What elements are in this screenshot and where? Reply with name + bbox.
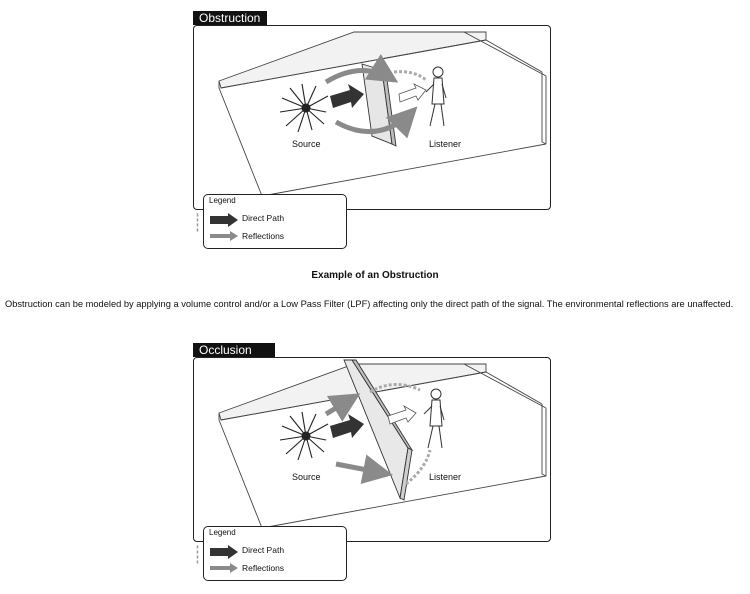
legend-title: Legend — [209, 528, 236, 537]
room-illustration — [193, 357, 551, 542]
room-drawing — [194, 358, 550, 541]
listener-label: Listener — [429, 472, 462, 482]
legend-label: Direct Path — [242, 213, 285, 223]
reflection-arrow-icon — [210, 231, 240, 241]
figure-id-mark: ▮▮▮▮ — [195, 544, 200, 564]
direct-path-arrow-icon — [210, 213, 240, 227]
legend — [203, 526, 347, 581]
listener-figure — [426, 67, 446, 126]
listener-label: Listener — [429, 139, 462, 149]
room-illustration — [193, 25, 551, 210]
listener-figure — [424, 389, 444, 448]
sound-source-burst — [280, 84, 328, 132]
description-paragraph: Obstruction can be modeled by applying a volume control and/or a Low Pass Filter (LPF) affecting only the direct path of the signal. The environmental reflections are unaffected. — [5, 299, 734, 309]
legend-label: Direct Path — [242, 545, 285, 555]
legend — [203, 194, 347, 249]
source-label: Source — [292, 472, 321, 482]
sound-source-burst — [280, 412, 328, 460]
room-drawing — [194, 26, 550, 209]
figure-tab: Occlusion — [193, 343, 275, 357]
legend-label: Reflections — [242, 231, 285, 241]
reflection-arrow-icon — [210, 563, 240, 573]
direct-path-arrow — [330, 414, 364, 438]
direct-path-arrow-icon — [210, 545, 240, 559]
occlusion-figure — [0, 330, 750, 590]
source-label: Source — [292, 139, 321, 149]
obstruction-figure — [0, 0, 750, 255]
legend-title: Legend — [209, 196, 236, 205]
direct-path-arrow — [330, 84, 364, 108]
figure-id-mark: ▮▮▮▮ — [195, 212, 200, 232]
legend-label: Reflections — [242, 563, 285, 573]
figure-tab: Obstruction — [193, 11, 267, 25]
figure-caption: Example of an Obstruction — [311, 270, 439, 281]
